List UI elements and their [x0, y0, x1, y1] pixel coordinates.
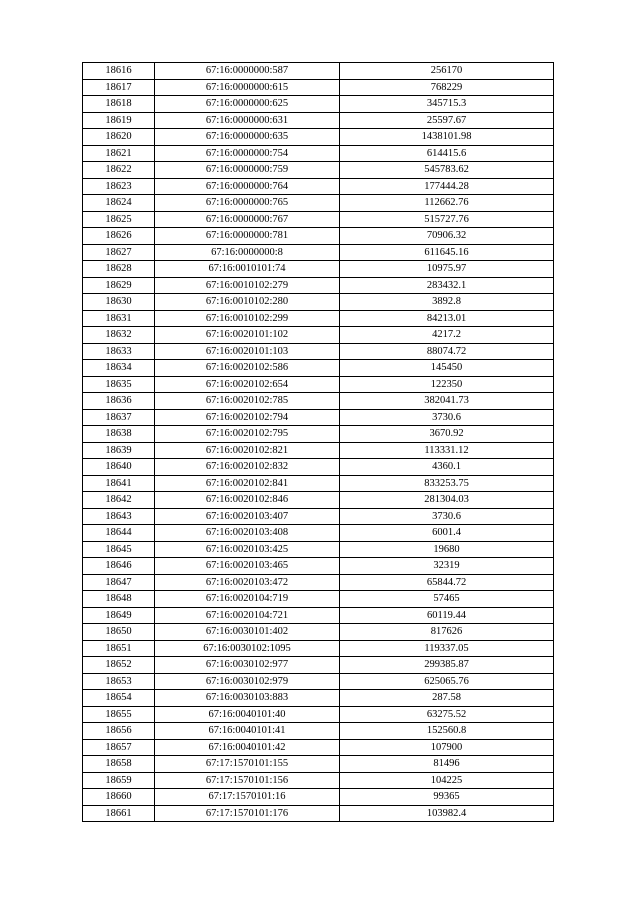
cadastral-number-cell: 67:16:0020102:841 — [155, 475, 340, 492]
value-cell: 611645.16 — [340, 244, 554, 261]
cadastral-number-cell: 67:16:0010102:280 — [155, 294, 340, 311]
row-number-cell: 18620 — [83, 129, 155, 146]
cadastral-number-cell: 67:16:0020102:832 — [155, 459, 340, 476]
table-row — [83, 723, 554, 740]
cadastral-number-cell: 67:16:0000000:765 — [155, 195, 340, 212]
table-row — [83, 343, 554, 360]
value-cell: 145450 — [340, 360, 554, 377]
row-number-cell: 18644 — [83, 525, 155, 542]
row-number-cell: 18632 — [83, 327, 155, 344]
row-number-cell: 18649 — [83, 607, 155, 624]
cadastral-number-cell: 67:16:0010102:299 — [155, 310, 340, 327]
table-row — [83, 294, 554, 311]
row-number-cell: 18643 — [83, 508, 155, 525]
table-row — [83, 211, 554, 228]
table-row — [83, 492, 554, 509]
table-row — [83, 327, 554, 344]
row-number-cell: 18645 — [83, 541, 155, 558]
cadastral-number-cell: 67:16:0000000:615 — [155, 79, 340, 96]
value-cell: 177444.28 — [340, 178, 554, 195]
cadastral-number-cell: 67:16:0020102:654 — [155, 376, 340, 393]
value-cell: 70906.32 — [340, 228, 554, 245]
row-number-cell: 18641 — [83, 475, 155, 492]
cadastral-number-cell: 67:16:0020104:719 — [155, 591, 340, 608]
table-row — [83, 277, 554, 294]
table-row — [83, 690, 554, 707]
table-row — [83, 558, 554, 575]
value-cell: 6001.4 — [340, 525, 554, 542]
cadastral-number-cell: 67:16:0000000:631 — [155, 112, 340, 129]
cadastral-number-cell: 67:16:0020103:408 — [155, 525, 340, 542]
value-cell: 119337.05 — [340, 640, 554, 657]
value-cell: 25597.67 — [340, 112, 554, 129]
table-row — [83, 756, 554, 773]
table-row — [83, 459, 554, 476]
cadastral-number-cell: 67:16:0000000:781 — [155, 228, 340, 245]
value-cell: 515727.76 — [340, 211, 554, 228]
row-number-cell: 18652 — [83, 657, 155, 674]
cadastral-number-cell: 67:16:0020103:425 — [155, 541, 340, 558]
value-cell: 256170 — [340, 63, 554, 80]
row-number-cell: 18648 — [83, 591, 155, 608]
row-number-cell: 18617 — [83, 79, 155, 96]
value-cell: 281304.03 — [340, 492, 554, 509]
cadastral-number-cell: 67:16:0000000:759 — [155, 162, 340, 179]
cadastral-number-cell: 67:16:0040101:42 — [155, 739, 340, 756]
value-cell: 32319 — [340, 558, 554, 575]
table-row — [83, 739, 554, 756]
value-cell: 3892.8 — [340, 294, 554, 311]
cadastral-number-cell: 67:16:0040101:41 — [155, 723, 340, 740]
value-cell: 625065.76 — [340, 673, 554, 690]
table-row — [83, 789, 554, 806]
cadastral-number-cell: 67:16:0030102:977 — [155, 657, 340, 674]
row-number-cell: 18628 — [83, 261, 155, 278]
table-row — [83, 129, 554, 146]
table-row — [83, 591, 554, 608]
table-row — [83, 772, 554, 789]
value-cell: 545783.62 — [340, 162, 554, 179]
table-row — [83, 673, 554, 690]
row-number-cell: 18640 — [83, 459, 155, 476]
row-number-cell: 18629 — [83, 277, 155, 294]
table-row — [83, 607, 554, 624]
table-row — [83, 112, 554, 129]
value-cell: 614415.6 — [340, 145, 554, 162]
table-row — [83, 63, 554, 80]
row-number-cell: 18642 — [83, 492, 155, 509]
value-cell: 299385.87 — [340, 657, 554, 674]
row-number-cell: 18619 — [83, 112, 155, 129]
value-cell: 3730.6 — [340, 409, 554, 426]
cadastral-number-cell: 67:16:0020101:103 — [155, 343, 340, 360]
table-row — [83, 360, 554, 377]
table-row — [83, 178, 554, 195]
value-cell: 283432.1 — [340, 277, 554, 294]
row-number-cell: 18625 — [83, 211, 155, 228]
row-number-cell: 18639 — [83, 442, 155, 459]
table-row — [83, 79, 554, 96]
value-cell: 99365 — [340, 789, 554, 806]
value-cell: 112662.76 — [340, 195, 554, 212]
row-number-cell: 18654 — [83, 690, 155, 707]
value-cell: 817626 — [340, 624, 554, 641]
value-cell: 88074.72 — [340, 343, 554, 360]
row-number-cell: 18661 — [83, 805, 155, 822]
value-cell: 65844.72 — [340, 574, 554, 591]
row-number-cell: 18618 — [83, 96, 155, 113]
data-table — [82, 62, 554, 822]
value-cell: 382041.73 — [340, 393, 554, 410]
row-number-cell: 18624 — [83, 195, 155, 212]
row-number-cell: 18651 — [83, 640, 155, 657]
value-cell: 4217.2 — [340, 327, 554, 344]
row-number-cell: 18635 — [83, 376, 155, 393]
value-cell: 81496 — [340, 756, 554, 773]
value-cell: 1438101.98 — [340, 129, 554, 146]
table-row — [83, 574, 554, 591]
table-row — [83, 426, 554, 443]
table-row — [83, 624, 554, 641]
row-number-cell: 18647 — [83, 574, 155, 591]
value-cell: 19680 — [340, 541, 554, 558]
row-number-cell: 18616 — [83, 63, 155, 80]
table-row — [83, 475, 554, 492]
row-number-cell: 18626 — [83, 228, 155, 245]
cadastral-number-cell: 67:17:1570101:176 — [155, 805, 340, 822]
row-number-cell: 18621 — [83, 145, 155, 162]
cadastral-number-cell: 67:16:0030101:402 — [155, 624, 340, 641]
row-number-cell: 18657 — [83, 739, 155, 756]
row-number-cell: 18631 — [83, 310, 155, 327]
cadastral-number-cell: 67:16:0040101:40 — [155, 706, 340, 723]
table-row — [83, 805, 554, 822]
cadastral-number-cell: 67:16:0020102:785 — [155, 393, 340, 410]
value-cell: 107900 — [340, 739, 554, 756]
row-number-cell: 18659 — [83, 772, 155, 789]
row-number-cell: 18650 — [83, 624, 155, 641]
cadastral-number-cell: 67:16:0000000:754 — [155, 145, 340, 162]
value-cell: 63275.52 — [340, 706, 554, 723]
cadastral-number-cell: 67:16:0000000:587 — [155, 63, 340, 80]
cadastral-number-cell: 67:16:0010101:74 — [155, 261, 340, 278]
table-row — [83, 162, 554, 179]
value-cell: 57465 — [340, 591, 554, 608]
row-number-cell: 18622 — [83, 162, 155, 179]
row-number-cell: 18627 — [83, 244, 155, 261]
table-row — [83, 706, 554, 723]
table-row — [83, 541, 554, 558]
cadastral-number-cell: 67:16:0010102:279 — [155, 277, 340, 294]
value-cell: 833253.75 — [340, 475, 554, 492]
table-row — [83, 640, 554, 657]
cadastral-number-cell: 67:16:0020102:821 — [155, 442, 340, 459]
value-cell: 152560.8 — [340, 723, 554, 740]
cadastral-number-cell: 67:16:0020101:102 — [155, 327, 340, 344]
cadastral-number-cell: 67:16:0020102:846 — [155, 492, 340, 509]
table-row — [83, 310, 554, 327]
table-row — [83, 409, 554, 426]
table-row — [83, 525, 554, 542]
value-cell: 4360.1 — [340, 459, 554, 476]
cadastral-number-cell: 67:16:0020102:795 — [155, 426, 340, 443]
cadastral-number-cell: 67:16:0000000:764 — [155, 178, 340, 195]
table-body — [83, 63, 554, 822]
cadastral-number-cell: 67:16:0020103:407 — [155, 508, 340, 525]
table-row — [83, 508, 554, 525]
table-row — [83, 657, 554, 674]
value-cell: 287.58 — [340, 690, 554, 707]
value-cell: 10975.97 — [340, 261, 554, 278]
cadastral-number-cell: 67:16:0000000:8 — [155, 244, 340, 261]
cadastral-number-cell: 67:17:1570101:155 — [155, 756, 340, 773]
value-cell: 103982.4 — [340, 805, 554, 822]
value-cell: 84213.01 — [340, 310, 554, 327]
value-cell: 3670.92 — [340, 426, 554, 443]
value-cell: 113331.12 — [340, 442, 554, 459]
table-row — [83, 244, 554, 261]
table-row — [83, 393, 554, 410]
table-row — [83, 261, 554, 278]
row-number-cell: 18634 — [83, 360, 155, 377]
row-number-cell: 18637 — [83, 409, 155, 426]
cadastral-number-cell: 67:17:1570101:16 — [155, 789, 340, 806]
row-number-cell: 18646 — [83, 558, 155, 575]
row-number-cell: 18653 — [83, 673, 155, 690]
table-row — [83, 228, 554, 245]
row-number-cell: 18655 — [83, 706, 155, 723]
cadastral-number-cell: 67:16:0020104:721 — [155, 607, 340, 624]
row-number-cell: 18656 — [83, 723, 155, 740]
cadastral-number-cell: 67:16:0000000:767 — [155, 211, 340, 228]
cadastral-number-cell: 67:16:0020102:794 — [155, 409, 340, 426]
value-cell: 104225 — [340, 772, 554, 789]
table-row — [83, 376, 554, 393]
value-cell: 60119.44 — [340, 607, 554, 624]
cadastral-number-cell: 67:16:0000000:625 — [155, 96, 340, 113]
cadastral-number-cell: 67:17:1570101:156 — [155, 772, 340, 789]
cadastral-number-cell: 67:16:0020103:465 — [155, 558, 340, 575]
value-cell: 3730.6 — [340, 508, 554, 525]
cadastral-number-cell: 67:16:0020103:472 — [155, 574, 340, 591]
row-number-cell: 18638 — [83, 426, 155, 443]
row-number-cell: 18658 — [83, 756, 155, 773]
cadastral-number-cell: 67:16:0020102:586 — [155, 360, 340, 377]
row-number-cell: 18660 — [83, 789, 155, 806]
table-row — [83, 145, 554, 162]
value-cell: 768229 — [340, 79, 554, 96]
value-cell: 122350 — [340, 376, 554, 393]
row-number-cell: 18636 — [83, 393, 155, 410]
row-number-cell: 18623 — [83, 178, 155, 195]
cadastral-number-cell: 67:16:0030103:883 — [155, 690, 340, 707]
table-row — [83, 96, 554, 113]
row-number-cell: 18633 — [83, 343, 155, 360]
row-number-cell: 18630 — [83, 294, 155, 311]
cadastral-number-cell: 67:16:0030102:979 — [155, 673, 340, 690]
cadastral-number-cell: 67:16:0000000:635 — [155, 129, 340, 146]
table-row — [83, 442, 554, 459]
value-cell: 345715.3 — [340, 96, 554, 113]
cadastral-number-cell: 67:16:0030102:1095 — [155, 640, 340, 657]
table-row — [83, 195, 554, 212]
